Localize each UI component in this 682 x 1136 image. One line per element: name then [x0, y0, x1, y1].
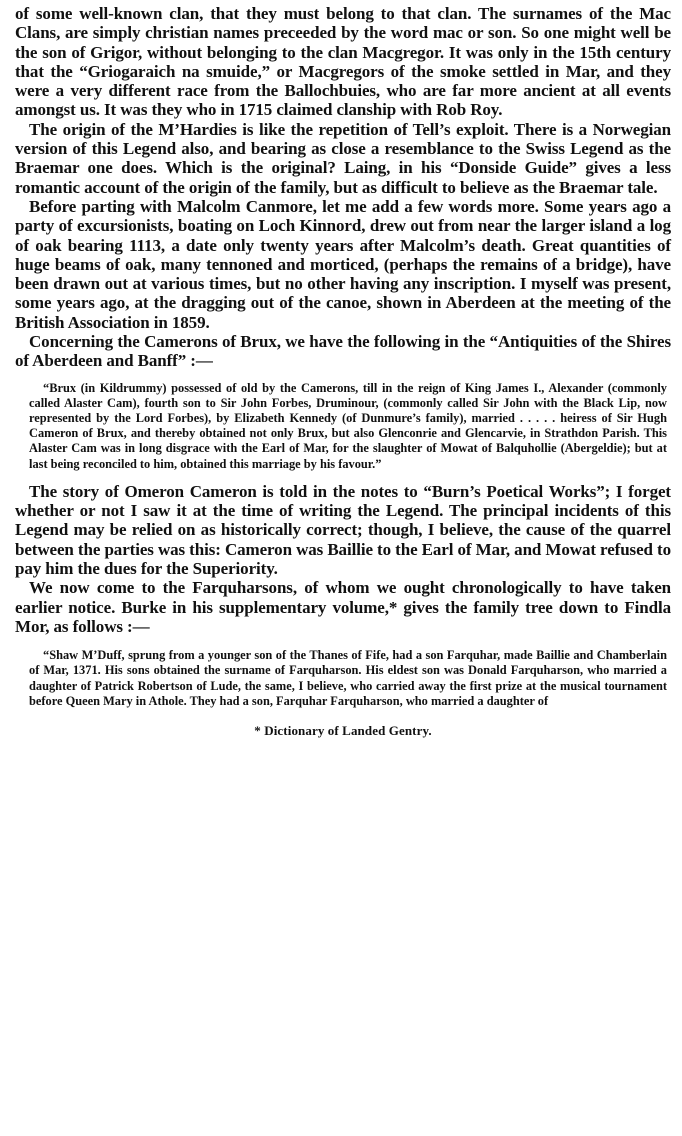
main-text	[15, 4, 671, 371]
paragraph-mhardies: The origin of the M’Hardies is like the repetition of Tell’s exploit. There is a Norwegian version of this Legend also, and bearing as close a resemblance to the Swiss Legend as the Braemar one does. Which is the original? Laing, in his “Donside Guide” gives a less romantic account of the origin of the family, but as difficult to believe as the Braemar tale.	[15, 119, 671, 197]
quotation-shaw-mduff	[29, 648, 667, 709]
paragraph-mac-clans: of some well-known clan, that they must belong to that clan. The surnames of the Mac Clans, are simply christian names preceeded by the word mac or son. So one might well be the son of Grigor, without belonging to the clan Macgregor. It was only in the 15th century that the “Griogaraich na smuide,” or Macgregors of the smoke settled in Mar, and they were a very different race from the Ballochbuies, who are far more ancient at all events amongst us. It was they who in 1715 claimed clanship with Rob Roy.	[15, 4, 671, 120]
quotation-brux-text: “Brux (in Kildrummy) possessed of old by the Camerons, till in the reign of King James I., Alexander (commonly called Alaster Cam), fourth son to Sir John Forbes, Druminour, (commonly called Sir John with the Black Lip, now represented by the Lord Forbes), by Elizabeth Kennedy (of Dunmure’s family), married . . . . . heiress of Sir Hugh Cameron of Brux, and thereby obtained not only Brux, but also Glenconrie and Glencarvie, in Strathdon Parish. This Alaster Cam was in long disgrace with the Earl of Mar, for the slaughter of Mowat of Balquhollie (Abergeldie); but at last being reconciled to him, obtained this marriage by his favour.”	[29, 380, 667, 471]
paragraph-omeron-cameron: The story of Omeron Cameron is told in the notes to “Burn’s Poetical Works”; I forget whether or not I saw it at the time of writing the Legend. The principal incidents of this Legend may be relied on as historically correct; though, I believe, the cause of the quarrel between the parties was this: Cameron was Baillie to the Earl of Mar, and Mowat refused to pay him the dues for the Superiority.	[15, 481, 671, 579]
quotation-shaw-mduff-text: “Shaw M’Duff, sprung from a younger son of the Thanes of Fife, had a son Farquhar, made Baillie and Chamberlain of Mar, 1371. His sons obtained the surname of Farquharson. His eldest son was Donald Farquharson, who married a daughter of Patrick Robertson of Lude, the same, I believe, who carried away the first prize at the musical tournament before Queen Mary in Athole. They had a son, Farquhar Farquharson, who married a daughter of	[29, 648, 667, 708]
paragraph-camerons-of-brux: Concerning the Camerons of Brux, we have the following in the “Antiquities of the Shires of Aberdeen and Banff” :—	[15, 332, 671, 371]
paragraph-malcolm-canmore: Before parting with Malcolm Canmore, let me add a few words more. Some years ago a party of excursionists, boating on Loch Kinnord, drew out from near the larger island a log of oak bearing 1113, a date only twenty years after Malcolm’s death. Great quantities of huge beams of oak, many tennoned and morticed, (perhaps the remains of a bridge), have been drawn out at various times, but no other having any inscription. I myself was present, some years ago, at the dragging out of the canoe, shown in Aberdeen at the meeting of the British Association in 1859.	[15, 196, 671, 332]
book-page	[15, 4, 671, 739]
quotation-brux	[29, 381, 667, 472]
footnote: * Dictionary of Landed Gentry.	[254, 723, 432, 739]
main-text-continued	[15, 482, 671, 636]
paragraph-farquharsons: We now come to the Farquharsons, of whom we ought chronologically to have taken earlier notice. Burke in his supplementary volume,* gives the family tree down to Findla Mor, as follows :—	[15, 578, 671, 636]
